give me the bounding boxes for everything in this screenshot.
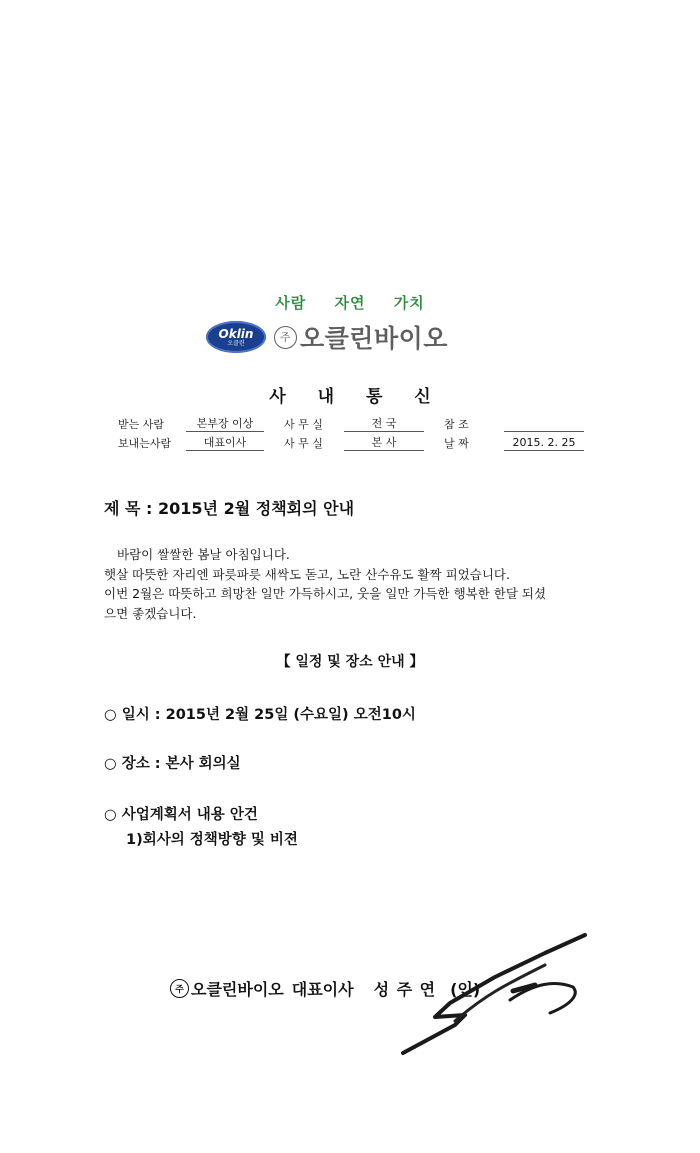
office-label-2: 사 무 실 — [284, 437, 323, 450]
body-paragraph — [104, 545, 594, 623]
recipient-value: 본부장 이상 — [186, 416, 264, 432]
date-label: 날 짜 — [444, 437, 469, 450]
company-name — [274, 319, 448, 355]
memo-header — [0, 416, 700, 456]
office-value-1: 전 국 — [344, 416, 424, 432]
office-value-2: 본 사 — [344, 435, 424, 451]
reference-label: 참 조 — [444, 418, 469, 431]
agenda-sub-item: 1)회사의 정책방향 및 비젼 — [126, 832, 298, 848]
recipient-label: 받는 사람 — [118, 418, 165, 431]
corp-mark-icon: 주 — [274, 326, 297, 349]
signature-name: 성 주 연 — [373, 980, 437, 999]
schedule-item-datetime: ○ 일시 : 2015년 2월 25일 (수요일) 오전10시 — [104, 707, 416, 723]
schedule-item-agenda: ○ 사업계획서 내용 안건 — [104, 807, 258, 823]
body-line-3: 이번 2월은 따뜻하고 희망찬 일만 가득하시고, 웃을 일만 가득한 행복한 한달 되셨 — [104, 586, 547, 601]
corp-mark-icon: 주 — [170, 979, 189, 998]
logo-english: Oklin — [218, 326, 254, 341]
schedule-section-title: 【 일정 및 장소 안내 】 — [276, 654, 424, 670]
signature-title: 대표이사 — [291, 980, 354, 999]
document-title: 사 내 통 신 — [269, 387, 431, 407]
body-line-4: 으면 좋겠습니다. — [104, 605, 197, 621]
schedule-item-location: ○ 장소 : 본사 회의실 — [104, 756, 241, 772]
subject-line: 제 목 : 2015년 2월 정책회의 안내 — [104, 499, 355, 518]
company-name-text: 오클린바이오 — [300, 324, 448, 353]
logo-emblem — [206, 321, 266, 353]
handwritten-signature-icon — [395, 925, 595, 1060]
slogan: 사람 자연 가치 — [275, 294, 425, 312]
sender-label: 보내는사람 — [118, 437, 172, 450]
seal-mark: (인) — [450, 980, 481, 999]
office-label-1: 사 무 실 — [284, 418, 323, 431]
date-value: 2015. 2. 25 — [504, 435, 584, 451]
body-line-1: 바람이 쌀쌀한 봄날 아침입니다. — [117, 547, 290, 562]
logo-korean: 오클린 — [227, 339, 245, 347]
body-line-2: 햇살 따뜻한 자리엔 파릇파릇 새싹도 돋고, 노란 산수유도 활짝 피었습니다. — [104, 566, 510, 582]
reference-value — [504, 416, 584, 432]
signature-company: 오클린바이오 — [191, 980, 284, 999]
company-logo — [206, 318, 448, 356]
sender-value: 대표이사 — [186, 435, 264, 451]
